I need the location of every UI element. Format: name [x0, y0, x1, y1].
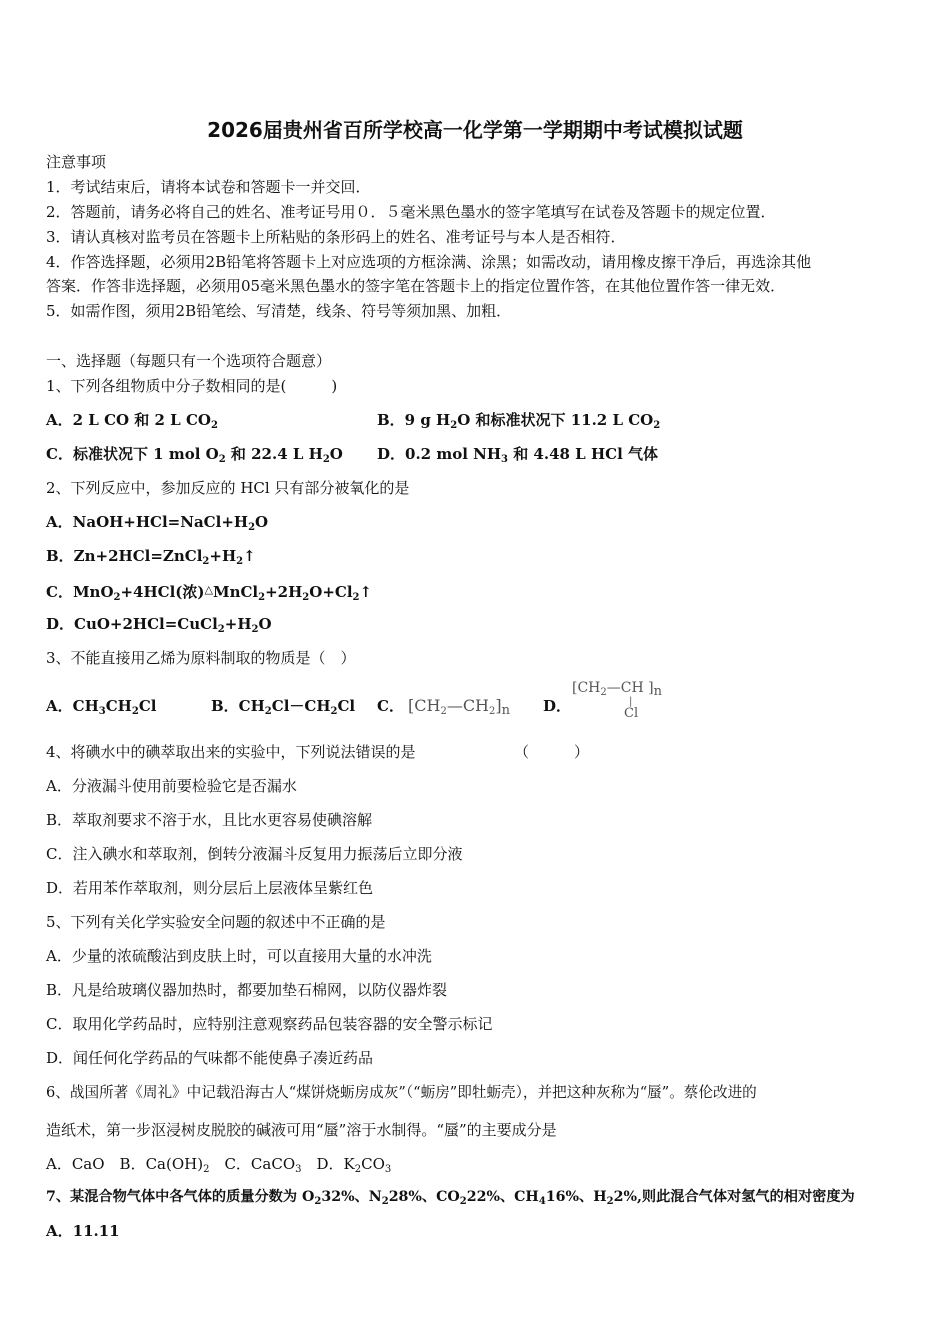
q3-option-d-label: D． [543, 697, 572, 715]
q2-option-b: B．$Zn+2HCl=ZnCl_2+H_2↑$ [46, 547, 256, 567]
q1-option-d: D．0.2 mol $NH_3$ 和 4.48 L HCl 气体 [377, 445, 658, 465]
notice-item: 答案．作答非选择题，必须用05毫米黑色墨水的签字笔在答题卡上的指定位置作答，在其他位置作答一律无效． [46, 277, 786, 295]
q5-option-b: B．凡是给玻璃仪器加热时，都要加垫石棉网，以防仪器炸裂 [46, 981, 448, 999]
chlorine-substituent: Cl [624, 706, 639, 721]
question-2-stem: 2、下列反应中，参加反应的 HCl 只有部分被氧化的是 [46, 479, 410, 497]
section-heading: 一、选择题（每题只有一个选项符合题意） [46, 352, 332, 370]
notice-item: 3．请认真核对监考员在答题卡上所粘贴的条形码上的姓名、准考证号与本人是否相符． [46, 228, 626, 246]
q5-option-c: C．取用化学药品时，应特别注意观察药品包装容器的安全警示标记 [46, 1015, 493, 1033]
question-5-stem: 5、下列有关化学实验安全问题的叙述中不正确的是 [46, 913, 386, 931]
q7-option-a: A．11.11 [46, 1222, 120, 1240]
question-6-stem-cont: 造纸术，第一步沤浸树皮脱胶的碱液可用“蜃”溶于水制得。“蜃”的主要成分是 [46, 1121, 557, 1139]
question-3-stem: 3、不能直接用乙烯为原料制取的物质是（ ） [46, 649, 356, 667]
q2-option-a: A．$NaOH+HCl=NaCl+H_2O$ [46, 513, 269, 533]
q2-option-d: D．$CuO+2HCl=CuCl_2+H_2O$ [46, 615, 272, 635]
q3-option-d-polymer: [$CH_2—CH$ ]n [572, 680, 662, 699]
q3-option-b: B．$CH_2Cl-CH_2Cl$ [211, 697, 356, 717]
q4-option-b: B．萃取剂要求不溶于水，且比水更容易使碘溶解 [46, 811, 373, 829]
bond-line: | [629, 696, 633, 707]
notice-heading: 注意事项 [46, 153, 107, 171]
question-4-stem: 4、将碘水中的碘萃取出来的实验中，下列说法错误的是 [46, 743, 416, 761]
q2-option-c: C．MnO$_2$+4HCl(浓)$^\triangle MnCl_2+2H_2O+Cl_2↑$ [46, 583, 373, 603]
q4-option-c: C．注入碘水和萃取剂，倒转分液漏斗反复用力振荡后立即分液 [46, 845, 463, 863]
notice-item: 1．考试结束后，请将本试卷和答题卡一并交回． [46, 178, 371, 196]
notice-item: 5．如需作图，须用2B铅笔绘、写清楚，线条、符号等须加黑、加粗． [46, 302, 512, 320]
question-6-stem: 6、战国所著《周礼》中记载沿海古人“煤饼烧蛎房成灰”（“蛎房”即牡蛎壳），并把这种灰称为“蜃”。蔡伦改进的 [46, 1084, 757, 1101]
question-7-stem: 7、某混合物气体中各气体的质量分数为 $O_232\%$、$N_228\%$、$CO_222\%$、$CH_416\%$、$H_22\%$,则此混合气体对氢气的相对密度为 [46, 1189, 855, 1207]
page-title: 2026届贵州省百所学校高一化学第一学期期中考试模拟试题 [207, 118, 743, 142]
heat-symbol: △ [204, 583, 213, 596]
q5-option-a: A．少量的浓硫酸沾到皮肤上时，可以直接用大量的水冲洗 [46, 947, 432, 965]
q1-option-a: A．2 L CO 和 2 L $CO_2$ [46, 411, 218, 431]
question-1-stem: 1、下列各组物质中分子数相同的是( ) [46, 377, 338, 395]
q3-option-a: A．$CH_3CH_2Cl$ [46, 697, 157, 717]
q4-option-a: A．分液漏斗使用前要检验它是否漏水 [46, 777, 297, 795]
q4-option-d: D．若用苯作萃取剂，则分层后上层液体呈紫红色 [46, 879, 374, 897]
notice-item: 2．答题前，请务必将自己的姓名、准考证号用０．５毫米黑色墨水的签字笔填写在试卷及答题卡的规定位置． [46, 203, 776, 221]
q1-option-b: B．9 g $H_2O$ 和标准状况下 11.2 L $CO_2$ [377, 411, 661, 431]
q6-options: A．CaO B．$Ca(OH)_2$ C．CaCO$_3$ D．$K_2CO_3$ [46, 1155, 392, 1175]
notice-item: 4．作答选择题，必须用2B铅笔将答题卡上对应选项的方框涂满、涂黑；如需改动，请用橡皮擦干净后，再选涂其他 [46, 253, 812, 271]
q5-option-d: D．闻任何化学药品的气味都不能使鼻子凑近药品 [46, 1049, 374, 1067]
q1-option-c: C．标准状况下 1 mol $O_2$ 和 22.4 L $H_2O$ [46, 445, 343, 465]
q3-option-c-label: C． [377, 697, 404, 715]
answer-paren: （ ） [514, 743, 590, 761]
q3-option-c-polymer: $[CH_2—CH_2]_n$ [408, 696, 511, 718]
